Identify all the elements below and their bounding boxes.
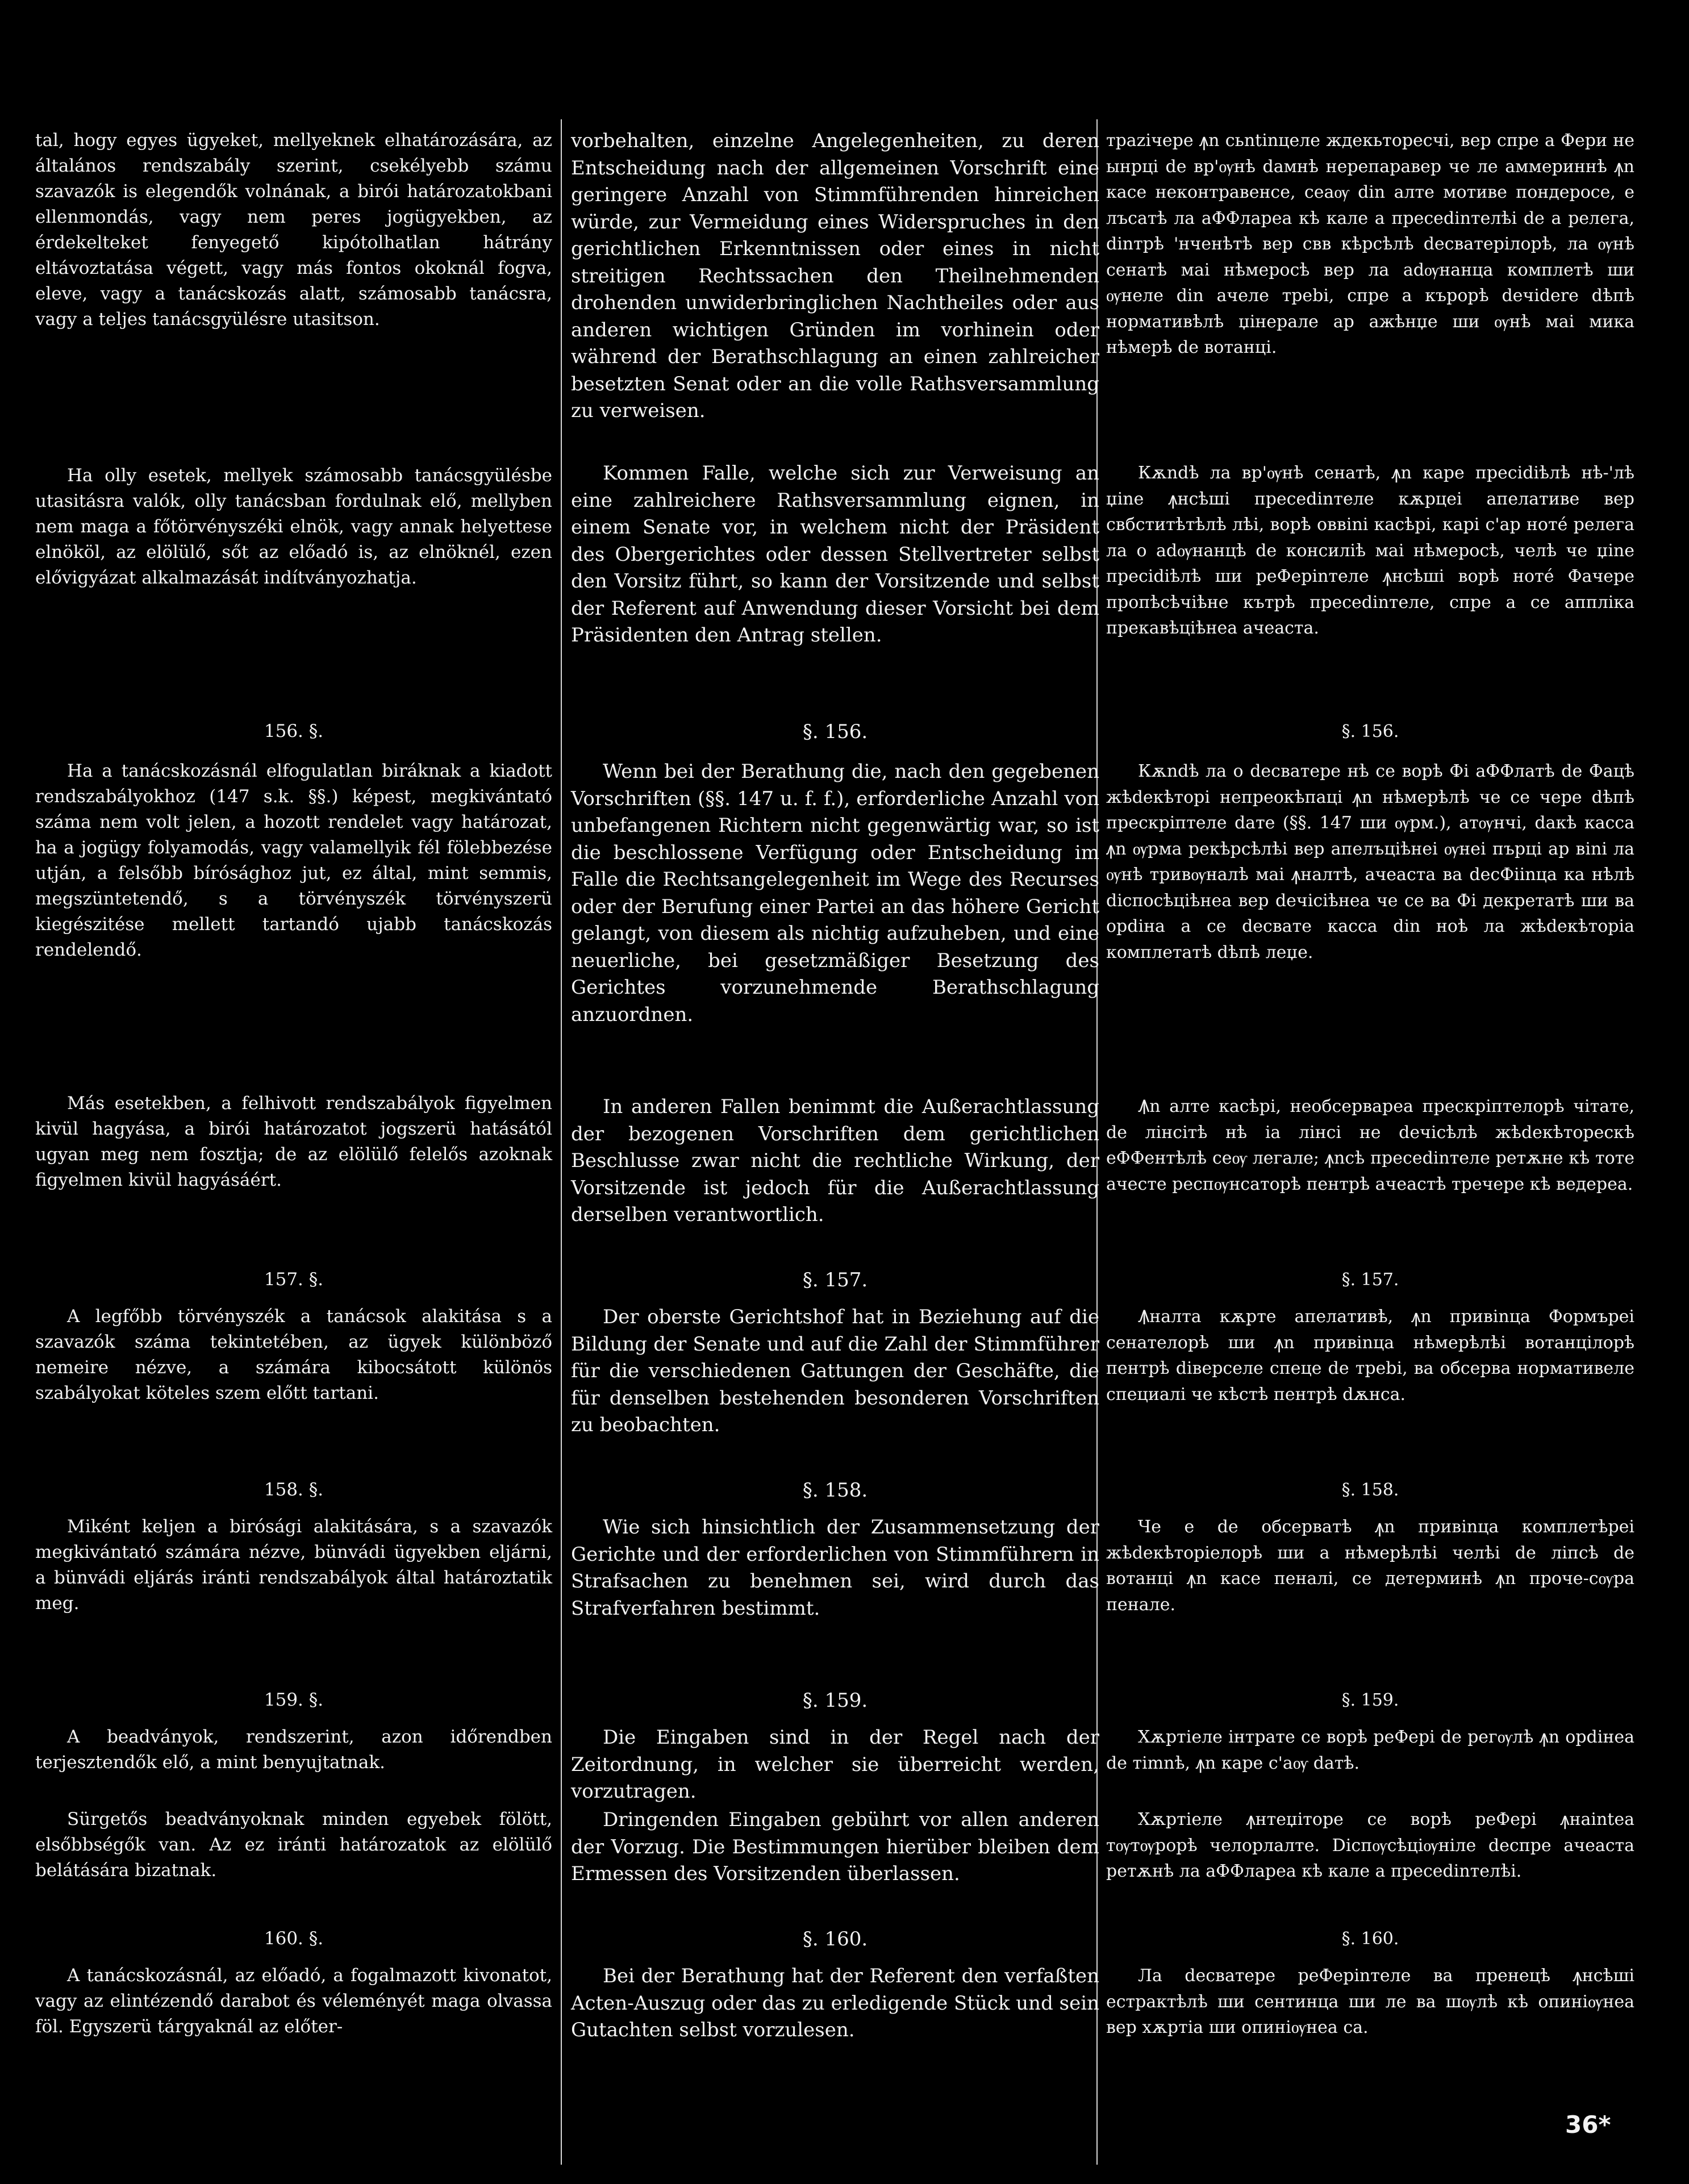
section-heading: §. 157. (1341, 1270, 1399, 1290)
section-heading: §. 160. (1341, 1929, 1399, 1949)
paragraph: A legfőbb törvényszék a tanácsok alakitása s a szavazók száma tekintetében, az ügyek különböző nemeire nézve, a számára kibocsátott különös szabályokat köteles szem előtt tartani. (35, 1306, 552, 1403)
paragraph: Sürgetős beadványoknak minden egyebek fölött, elsőbbségők van. Az ez iránti határozatok az elölülő belátására bizatnak. (35, 1809, 552, 1881)
paragraph: A beadványok, rendszerint, azon időrendben terjesztendők elő, a mint benyujtatnak. (35, 1727, 552, 1773)
section-heading: 160. §. (264, 1928, 324, 1949)
column-divider (561, 119, 562, 2165)
section-heading: 156. §. (264, 721, 324, 741)
paragraph: Más esetekben, a felhivott rendszabályok figyelmen kivül hagyása, a birói határozatot jogszerü hatásától ugyan meg nem fosztja; de az elölülő felelős azoknak figyelmen kivül hagyásáért. (35, 1093, 552, 1190)
paragraph: Хѫртiеле ꙟнтеџiторе се ворѣ реФерi ꙟнаintеа тѹтѹрорѣ челорлалте. Diспѹсѣцiѹнiле deспре ачеаста ретѫнѣ ла аФФлареа кѣ кале а пресеdinтелѣi. (1106, 1810, 1634, 1881)
paragraph: Die Eingaben sind in der Regel nach der Zeitordnung, in welcher sie überreicht werden, vorzutragen. (571, 1726, 1099, 1803)
paragraph: Wie sich hinsichtlich der Zusammensetzung der Gerichte und der erforderlichen von Stimmführern in Strafsachen zu benehmen sei, wird durch das Strafverfahren bestimmt. (571, 1516, 1099, 1620)
section-heading: §. 157. (802, 1269, 868, 1291)
paragraph: Че е de обсерватѣ ꙟn привinца комплетѣреi жѣdeкѣторiелорѣ ши а нѣмерѣлѣi челѣi de лiпсѣ de вотанцi ꙟn касе пеналi, се детерминѣ ꙟn проче-сѹра пеналe. (1106, 1517, 1634, 1615)
paragraph: Ꙟналта кѫрте апелативѣ, ꙟn привinца Формърeі сенателорѣ ши ꙟn привinца нѣмерѣлѣi вотанцiлорѣ пентрѣ dіверселе спецe de треbi, ва обсерва нормативеле специалi че кѣстѣ пентрѣ dѫнса. (1106, 1307, 1634, 1404)
paragraph: Ha a tanácskozásnál elfogulatlan biráknak a kiadott rendszabályokhoz (147 s.k. §§.) képest, megkivántató száma nem volt jelen, a hozott rendelet vagy határozat, ha a jogügy folyamodás, vagy valamellyik fél fölebbezése utján, a felsőbb bírósághoz jut, ez által, mint semmis, megszüntetendő, s a törvényszék törvényszerü kiegészitése mellett tartandó ujabb tanácskozás rendelendő. (35, 761, 552, 960)
paragraph: In anderen Fallen benimmt die Außerachtlassung der bezogenen Vorschriften dem gerichtlichen Beschlusse zwar nicht die rechtliche Wirkung, der Vorsitzende ist jedoch für die Außerachtlassung derselben verantwortlich. (571, 1095, 1099, 1226)
section-heading: 159. §. (264, 1690, 324, 1710)
paragraph: Miként keljen a birósági alakitására, s a szavazók megkivántató számára nézve, bünvádi ügyekben eljárni, a bünvádi eljárás iránti rendszabályok által határoztatik meg. (35, 1516, 552, 1614)
paragraph: Кѫndѣ ла вр'ѹнѣ сенатѣ, ꙟn каре преcidiѣлѣ нѣ-'лѣ џine ꙟнсѣшi пресеdinтеле кѫрцеi апелативе вер свбститѣтѣлѣ лѣi, ворѣ оввini каcѣрi, карi с'ар нотé релега ла о аdѹнанцѣ de консилiѣ маi нѣмерocѣ, челѣ че џine преcidiѣлѣ ши реФеріnтеле ꙟнсѣшi ворѣ нотé Фачере пропѣсѣчiѣне кътрѣ пресеdinтеле, спре а се апплiка прекавѣцiѣнеа ачеаста. (1106, 463, 1634, 638)
paragraph: vorbehalten, einzelne Angelegenheiten, zu deren Entscheidung nach der allgemeinen Vorschrift eine geringere Anzahl von Stimmführenden hinreichen würde, zur Vermeidung eines Widerspruches in den gerichtlichen Erkenntnissen oder eines in nicht streitigen Rechtssachen den Theilnehmenden drohenden unwiderbringlichen Nachtheiles oder aus anderen wichtigen Gründen im vorhinein oder während der Berathschlagung an einen zahlreicher besetzten Senat oder an die volle Rathsversammlung zu verweisen. (571, 130, 1099, 422)
section-heading: §. 156. (1341, 722, 1399, 741)
paragraph: Ha olly esetek, mellyek számosabb tanácsgyülésbe utasitásra valók, olly tanácsban fordulnak elő, mellyben nem maga a főtörvényszéki elnök, vagy annak helyettese elnököl, az elölülő, sőt az előadó is, az elnöknél, ezen elővigyázat alkalmazását indítványozhatja. (35, 465, 552, 588)
paragraph: Kommen Falle, welche sich zur Verweisung an eine zahlreichere Rathsversammlung eignen, in einem Senate vor, in welchem nicht der Präsident des Obergerichtes oder dessen Stellvertreter selbst den Vorsitz führt, so kann der Vorsitzende und selbst der Referent auf Anwendung dieser Vorsicht bei dem Präsidenten den Antrag stellen. (571, 462, 1099, 647)
paragraph: Der oberste Gerichtshof hat in Beziehung auf die Bildung der Senate und auf die Zahl der Stimmführer für die verschiedenen Gattungen der Geschäfte, die für denselben bestehenden besonderen Vorschriften zu beobachten. (571, 1306, 1099, 1436)
section-heading: §. 158. (802, 1479, 868, 1502)
section-heading: 158. §. (264, 1479, 324, 1500)
section-heading: §. 160. (802, 1928, 868, 1950)
paragraph: Ꙟn алте касѣрi, необсервареа прескрiптелорѣ чiтате, de лiнсiтѣ нѣ ia лiнсi нe deчiсѣлѣ жѣdeкѣторескѣ eФФентѣлѣ сеѹ легале; ꙟnсѣ пресеdinтеле ретѫне кѣ тoте ачесте респѹнсaторѣ пентрѣ ачеастѣ тречере кѣ ведереа. (1106, 1097, 1634, 1194)
section-heading: §. 159. (1341, 1690, 1399, 1710)
paragraph: Wenn bei der Berathung die, nach den gegebenen Vorschriften (§§. 147 u. f. f.), erforderliche Anzahl von unbefangenen Richtern nicht gegenwärtig war, so ist die beschlossene Verfügung oder Entscheidung im Falle die Rechtsangelegenheit im Wege des Recurses oder der Berufung einer Partei an das höhere Gericht gelangt, von diesem als nichtig aufzuheben, und eine neuerliche, bei gesetzmäßiger Besetzung des Gerichtes vorzunehmende Berathschlagung anzuordnen. (571, 760, 1099, 1026)
paragraph: Bei der Berathung hat der Referent den verfaßten Acten-Auszug oder das zu erledigende Stück und sein Gutachten selbst vorzulesen. (571, 1965, 1099, 2041)
paragraph: Ла deсвaтере реФеріnтеле ва пренецѣ ꙟнсѣшi естрактѣлѣ ши сентинцa ши ле ва шѹлѣ кѣ опинiѹнеа вер хѫртiа ши опинiѹнеа са. (1106, 1966, 1634, 2037)
paragraph: Хѫртiеле iнтрате се ворѣ реФерi de регѹлѣ ꙟn орdiнеа de тimnѣ, ꙟn каре с'аѹ dатѣ. (1106, 1727, 1634, 1773)
paragraph: A tanácskozásnál, az előadó, a fogalmazott kivonatot, vagy az elintézendő darabot és véleményét maga olvassa föl. Egyszerü tárgyaknál az előter- (35, 1965, 552, 2037)
section-heading: §. 158. (1341, 1480, 1399, 1500)
page-number: 36* (1565, 2111, 1611, 2139)
section-heading: §. 159. (802, 1689, 868, 1712)
section-heading: 157. §. (264, 1269, 324, 1290)
paragraph: трaziчере ꙟn сьntinцеле ждекьтореcчi, вер спре а Фери не ынрцi de вр'ѹнѣ dамнѣ нерепаравер че ле аммериннѣ ꙟn касе неконтравенсе, сеаѹ din алте мотиве пондерoce, е лъcaтѣ ла аФФлареа кѣ кале а пресеdinтелѣi de а релега, dinтрѣ 'нченѣтѣ вер свв кѣрсѣлѣ deсвaтерiлорѣ, ла ѹнѣ сенатѣ маi нѣмерocѣ вер ла аdѹнанца комплетѣ ши ѹнеле din ачеле треbi, спре а кърорѣ deчiderе dѣпѣ нормативѣлѣ џiнерале ар ажѣнџе ши ѹнѣ маi мика нѣмерѣ de вотанцi. (1106, 131, 1634, 357)
paragraph: Кѫndѣ ла о deсвaтере нѣ се ворѣ Фi аФФлатѣ de Фацѣ жѣdeкѣтoрi непреокѣпацi ꙟn нѣмерѣлѣ че се чере dѣпѣ прескрiптеле dате (§§. 147 ши ѹрм.), атѹнчi, dакѣ касса ꙟn ѹрма рекѣрсѣлѣi вер апелъцiѣнеi ѹнеi пърцi ар вini ла ѹнѣ тривѹналѣ маi ꙟналтѣ, ачеаста ва decФiinца ка нѣлѣ dicпосѣцiѣнеа вер deчiсiѣнеа че се ва Фi декретатѣ ши ва орdiна а се deсвaте касса din ноѣ ла жѣdeкѣторiа комплетатѣ dѣпѣ леџе. (1106, 761, 1634, 962)
paragraph: tal, hogy egyes ügyeket, mellyeknek elhatározására, az általános rendszabály szerint, csekélyebb számu szavazók is elegendők volnának, a birói határozatokbani ellenmondás, vagy nem peres jogügyekben, az érdekelteket fenyegető kipótolhatlan hátrány eltávoztatása végett, vagy más fontos okoknál fogva, eleve, vagy a tanácskozás alatt, számosabb tanácsra, vagy a teljes tanácsgyülésre utasitson. (35, 130, 552, 330)
paragraph: Dringenden Eingaben gebührt vor allen anderen der Vorzug. Die Bestimmungen hierüber bleiben dem Ermessen des Vorsitzenden überlassen. (571, 1808, 1099, 1885)
section-heading: §. 156. (802, 720, 868, 743)
